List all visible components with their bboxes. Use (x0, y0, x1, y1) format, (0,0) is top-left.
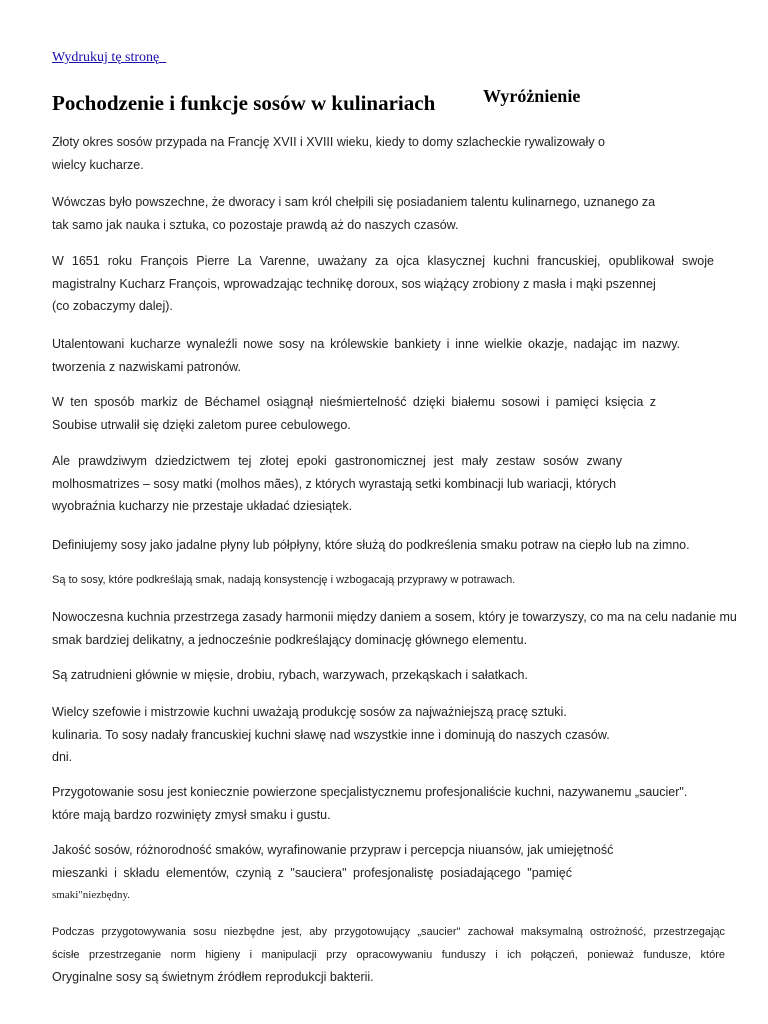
paragraph (52, 701, 714, 769)
paragraph-line: Oryginalne sosy są świetnym źródłem reprodukcji bakterii. (52, 970, 374, 984)
print-page-link[interactable]: Wydrukuj tę stronę (52, 50, 167, 65)
paragraph-line: Podczas przygotowywania sosu niezbędne jest, aby przygotowujący „saucier" zachował maksymalną ostrożność, przestrzegając (52, 926, 725, 938)
paragraph-line: magistralny Kucharz François, wprowadzając technikę doroux, sos wiążący zrobiony z masła i mąki pszennej (52, 276, 656, 291)
paragraph-line: Nowoczesna kuchnia przestrzega zasady harmonii między daniem a sosem, który je towarzyszy, co ma na celu nadanie mu (52, 610, 737, 624)
paragraph (52, 921, 725, 989)
paragraph (52, 781, 714, 826)
paragraph-line: kulinaria. To sosy nadały francuskiej kuchni sławę nad wszystkie inne i dominują do naszych czasów. (52, 727, 610, 742)
paragraph (52, 333, 680, 378)
paragraph-line: Definiujemy sosy jako jadalne płyny lub półpłyny, które służą do podkreślenia smaku potraw na ciepło lub na zimno. (52, 538, 690, 552)
paragraph-line: dni. (52, 750, 73, 764)
paragraph (52, 450, 622, 518)
paragraph-line: które mają bardzo rozwinięty zmysł smaku i gustu. (52, 807, 331, 822)
paragraph-line: smak bardziej delikatny, a jednocześnie podkreślający dominację głównego elementu. (52, 632, 528, 647)
paragraph-line: smaki"niezbędny. (52, 889, 131, 901)
paragraph-line: Złoty okres sosów przypada na Francję XVII i XVIII wieku, kiedy to domy szlacheckie rywalizowały o (52, 135, 605, 149)
paragraph (52, 391, 656, 436)
paragraph-line: mieszanki i składu elementów, czynią z "sauciera" profesjonalistę posiadającego "pamięć (52, 865, 572, 880)
paragraph-line: wyobraźnia kucharzy nie przestaje układać dziesiątek. (52, 499, 353, 513)
paragraph-line: Wielcy szefowie i mistrzowie kuchni uważają produkcję sosów za najważniejszą pracę sztuki. (52, 705, 567, 719)
paragraph-line: Wówczas było powszechne, że dworacy i sam król chełpili się posiadaniem talentu kulinarnego, uznanego za (52, 195, 656, 209)
paragraph (52, 534, 714, 557)
paragraph-line: Ale prawdziwym dziedzictwem tej złotej epoki gastronomicznej jest mały zestaw sosów zwany (52, 454, 622, 468)
paragraph-line: W ten sposób markiz de Béchamel osiągnął nieśmiertelność dzięki białemu sosowi i pamięci księcia z (52, 395, 656, 409)
paragraph-line: W 1651 roku François Pierre La Varenne, uważany za ojca klasycznej kuchni francuskiej, opublikował swoje (52, 254, 714, 268)
paragraph (52, 191, 714, 236)
paragraph-line: Są to sosy, które podkreślają smak, nadają konsystencję i wzbogacają przyprawy w potrawach. (52, 574, 516, 586)
paragraph (52, 664, 714, 687)
paragraph-line: molhosmatrizes – sosy matki (molhos mães), z których wyrastają setki kombinacji lub wariacji, których (52, 476, 617, 491)
paragraph-line: (co zobaczymy dalej). (52, 299, 173, 313)
paragraph-line: Soubise utrwalił się dzięki zaletom puree cebulowego. (52, 417, 351, 432)
paragraph-line: Przygotowanie sosu jest koniecznie powierzone specjalistycznemu profesjonaliście kuchni, nazywanemu „saucier". (52, 785, 688, 799)
paragraph (52, 131, 714, 176)
page-title: Pochodzenie i funkcje sosów w kulinariach (52, 91, 436, 115)
paragraph (52, 250, 714, 318)
paragraph (52, 606, 742, 651)
paragraph (52, 569, 714, 592)
paragraph-line: Są zatrudnieni głównie w mięsie, drobiu, rybach, warzywach, przekąskach i sałatkach. (52, 668, 528, 682)
paragraph-line: tak samo jak nauka i sztuka, co pozostaje prawdą aż do naszych czasów. (52, 217, 459, 232)
paragraph-line: tworzenia z nazwiskami patronów. (52, 359, 241, 374)
paragraph-line: wielcy kucharze. (52, 157, 144, 172)
paragraph-line: Jakość sosów, różnorodność smaków, wyrafinowanie przypraw i percepcja niuansów, jak umiejętność (52, 843, 614, 857)
paragraph (52, 839, 614, 907)
highlight-label: Wyróżnienie (483, 86, 581, 106)
paragraph-line: Utalentowani kucharze wynaleźli nowe sosy na królewskie bankiety i inne wielkie okazje, nadając im nazwy. (52, 337, 680, 351)
paragraph-line: ścisłe przestrzeganie norm higieny i manipulacji przy opracowywaniu funduszy i ich połączeń, ponieważ fundusze, które (52, 948, 725, 961)
